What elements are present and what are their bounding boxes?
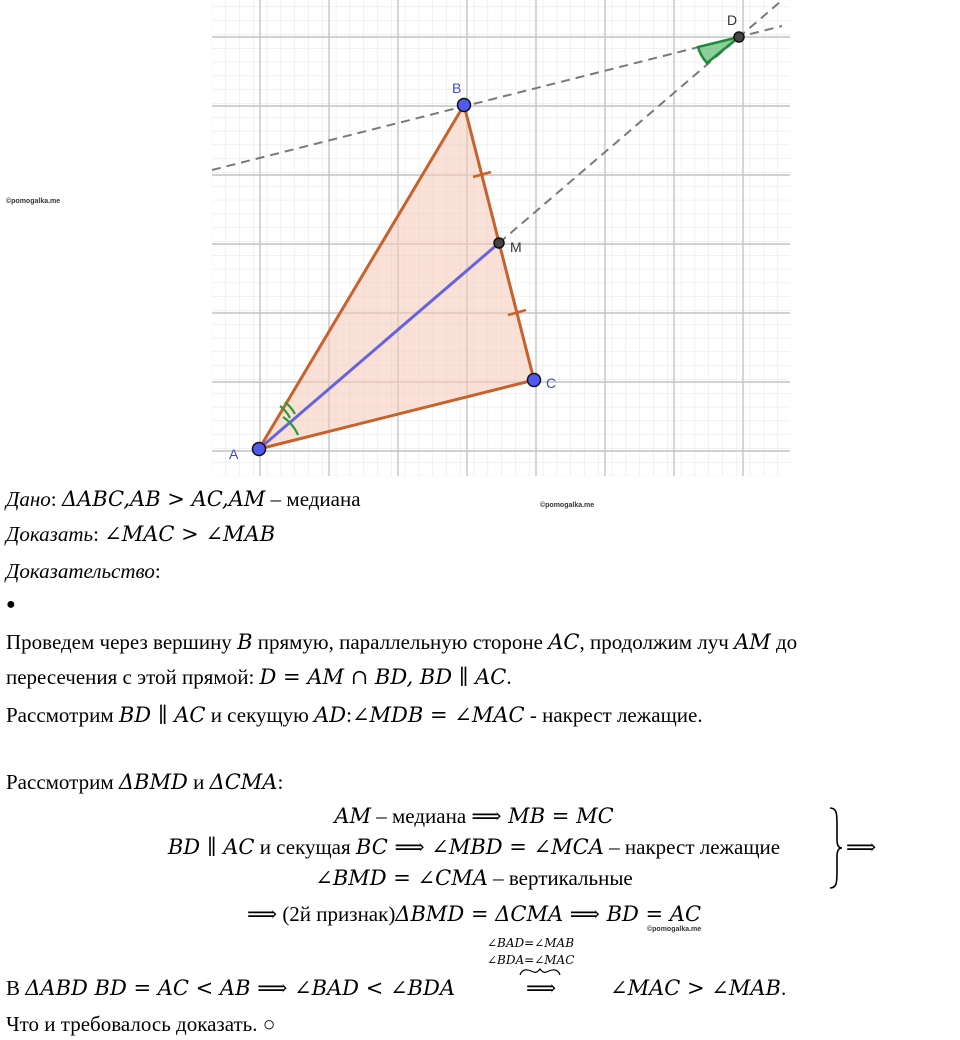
p2-math-1: D = AM ∩ BD, BD ∥ AC bbox=[259, 665, 507, 689]
s2-math-1: BD ∥ AC bbox=[167, 835, 255, 859]
s3-text-1: – вертикальные bbox=[487, 866, 633, 890]
p1-math-1: B bbox=[237, 630, 253, 654]
label-d: D bbox=[727, 12, 738, 28]
p4-text-2: и bbox=[187, 770, 210, 794]
p3-math-3: ∠MDB = ∠MAC bbox=[351, 703, 525, 727]
given-math: ΔABC,AB > AC,AM bbox=[61, 487, 266, 511]
given-label: Дано bbox=[6, 487, 51, 511]
final-line-left bbox=[6, 978, 455, 999]
point-a bbox=[253, 443, 266, 456]
prove-colon: : bbox=[93, 522, 99, 546]
system-line-1 bbox=[118, 806, 830, 827]
right-brace bbox=[828, 806, 844, 890]
s1-math-1: AM bbox=[334, 804, 372, 828]
p3-text-3: : bbox=[346, 703, 352, 727]
prove-label: Доказать bbox=[6, 522, 94, 546]
conclusion-line bbox=[118, 904, 830, 925]
proof-colon: : bbox=[154, 559, 161, 583]
paragraph-3 bbox=[6, 705, 703, 726]
over-annotation-2: ∠BDA=∠MAC bbox=[487, 953, 575, 967]
p1-math-3: AM bbox=[734, 630, 771, 654]
p3-math-1: BD ∥ AC bbox=[118, 703, 206, 727]
s3-math-1: ∠BMD = ∠CMA bbox=[315, 866, 488, 890]
s2-text-1: и секущая bbox=[254, 835, 356, 859]
c-text-1: (2й признак) bbox=[277, 902, 396, 926]
s1-text-1: – медиана bbox=[371, 804, 472, 828]
p1-math-2: AC bbox=[548, 630, 580, 654]
p3-text-4: - накрест лежащие. bbox=[524, 703, 703, 727]
given-rest: – медиана bbox=[265, 487, 361, 511]
prove-line bbox=[6, 524, 275, 545]
paragraph-2 bbox=[6, 667, 512, 688]
s2-math-2: BC ⟹ ∠MBD = ∠MCA bbox=[355, 835, 604, 859]
geometry-figure bbox=[0, 0, 960, 480]
p4-math-1: ΔBMD bbox=[118, 770, 188, 794]
given-colon: : bbox=[50, 487, 57, 511]
f-math-1: ΔABD BD = AC < AB ⟹ ∠BAD < ∠BDA bbox=[25, 976, 455, 1000]
f-math-2: ∠MAC > ∠MAB bbox=[610, 976, 781, 1000]
watermark-low: ©pomogalka.me bbox=[647, 926, 702, 933]
p1-text-3: , продолжим луч bbox=[579, 630, 735, 654]
overbrace bbox=[519, 968, 561, 976]
point-d bbox=[734, 32, 744, 42]
p4-text-1: Рассмотрим bbox=[6, 770, 119, 794]
c-math-2: ΔBMD = ΔCMA ⟹ BD = AC bbox=[395, 902, 702, 926]
label-b: B bbox=[452, 80, 462, 96]
p1-text-1: Проведем через вершину bbox=[6, 630, 238, 654]
watermark-mid: ©pomogalka.me bbox=[540, 502, 595, 509]
over-annotation-1: ∠BAD=∠MAB bbox=[487, 936, 575, 950]
watermark-left: ©pomogalka.me bbox=[6, 198, 61, 205]
p3-text-1: Рассмотрим bbox=[6, 703, 119, 727]
f-text-1: В bbox=[6, 976, 26, 1000]
qed-line: Что и требовалось доказать. ○ bbox=[6, 1012, 276, 1036]
final-arrow: ⟹ bbox=[526, 976, 557, 1000]
given-line bbox=[6, 489, 361, 510]
s1-math-2: ⟹ MB = MC bbox=[471, 804, 614, 828]
label-c: C bbox=[546, 375, 557, 391]
label-a: A bbox=[229, 446, 239, 462]
point-m bbox=[494, 238, 504, 248]
p4-text-3: : bbox=[277, 770, 284, 794]
p3-math-2: AD bbox=[314, 703, 347, 727]
p4-math-2: ΔCMA bbox=[209, 770, 278, 794]
system-line-3 bbox=[118, 868, 830, 889]
s2-text-2: – накрест лежащие bbox=[603, 835, 781, 859]
final-line-right bbox=[610, 978, 786, 999]
proof-label: Доказательство bbox=[6, 559, 155, 583]
p1-text-4: до bbox=[770, 630, 798, 654]
proof-label-line bbox=[6, 561, 161, 582]
point-c bbox=[528, 374, 541, 387]
point-b bbox=[458, 99, 471, 112]
prove-math: ∠MAC > ∠MAB bbox=[104, 522, 276, 546]
p1-text-2: прямую, параллельную стороне bbox=[252, 630, 549, 654]
p3-text-2: и секущую bbox=[205, 703, 315, 727]
paragraph-1 bbox=[6, 632, 797, 653]
f-text-2: . bbox=[780, 976, 787, 1000]
p2-text-1: пересечения с этой прямой: bbox=[6, 665, 260, 689]
bullet: ● bbox=[6, 596, 16, 613]
system-implies: ⟹ bbox=[846, 835, 877, 859]
paragraph-4 bbox=[6, 772, 283, 793]
system-line-2 bbox=[118, 837, 830, 858]
p2-text-2: . bbox=[506, 665, 512, 689]
label-m: M bbox=[510, 239, 522, 255]
c-math-1: ⟹ bbox=[246, 902, 278, 926]
